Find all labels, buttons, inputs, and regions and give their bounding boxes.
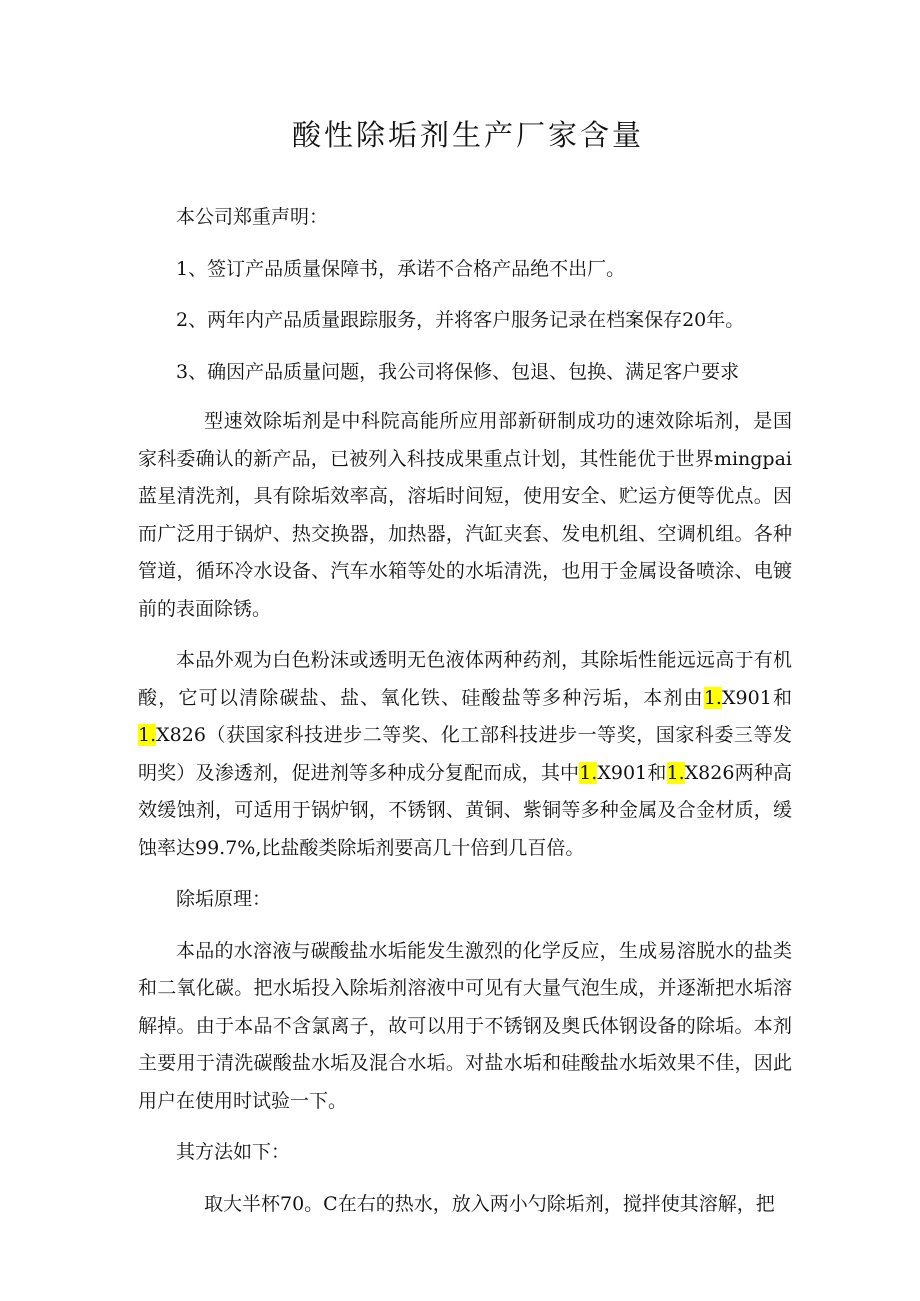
section-heading-principle: 除垢原理： [176,888,272,910]
section-heading-method: 其方法如下： [176,1141,291,1163]
text-run: X826（获国家科技进步二等奖、化工部科技进步一等奖，国家科委三等发明奖）及渗透剂，促进剂等多种成分复配而成，其中 [138,724,792,784]
list-item: 3、确因产品质量问题，我公司将保修、包退、包换、满足客户要求 [176,360,740,383]
list-item: 2、两年内产品质量跟踪服务，并将客户服务记录在档案保存20年。 [176,309,745,331]
paragraph-product-intro: 型速效除垢剂是中科院高能所应用部新研制成功的速效除垢剂，是国家科委确认的新产品，已被列入科技成果重点计划，其性能优于世界mingpai蓝星清洗剂，具有除垢效率高，溶垢时间短，使用安全、贮运方便等优点。因而广泛用于锅炉、热交换器，加热器，汽缸夹套、发电机组、空调机组。各种管道，循环冷水设备、汽车水箱等处的水垢清洗，也用于金属设备喷涂、电镀前的表面除锈。 [138,410,792,620]
text-run: X826两种高效缓蚀剂，可适用于锅炉钢，不锈钢、黄铜、紫铜等多种金属及合金材质，缓蚀率达99.7%,比盐酸类除垢剂要高几十倍到几百倍。 [138,761,792,859]
paragraph-method: 取大半杯70。C在右的热水，放入两小勺除垢剂，搅拌使其溶解，把 [204,1192,775,1215]
text-run: X901和 [597,761,667,784]
highlight-mark: 1. [703,686,722,709]
highlight-mark: 1. [666,761,685,784]
declaration-line: 本公司郑重声明： [176,206,329,228]
text-run: X901和 [721,686,792,709]
highlight-mark: 1. [138,724,157,746]
paragraph-appearance [138,642,792,867]
text-run: 本品外观为白色粉沫或透明无色液体两种药剂，其除垢性能远远高于有机酸，它可以清除碳盐、盐、氧化铁、硅酸盐等多种污垢，本剂由 [138,649,792,709]
list-item: 1、签订产品质量保障书，承诺不合格产品绝不出厂。 [176,257,626,280]
paragraph-principle: 本品的水溶液与碳酸盐水垢能发生激烈的化学反应，生成易溶脱水的盐类和二氧化碳。把水垢投入除垢剂溶液中可见有大量气泡生成，并逐渐把水垢溶解掉。由于本品不含氯离子，故可以用于不锈钢及奥氏体钢设备的除垢。本剂主要用于清洗碳酸盐水垢及混合水垢。对盐水垢和硅酸盐水垢效果不佳，因此用户在使用时试验一下。 [138,939,792,1112]
page-title: 酸性除垢剂生产厂家含量 [291,118,644,152]
highlight-mark: 1. [579,761,598,784]
